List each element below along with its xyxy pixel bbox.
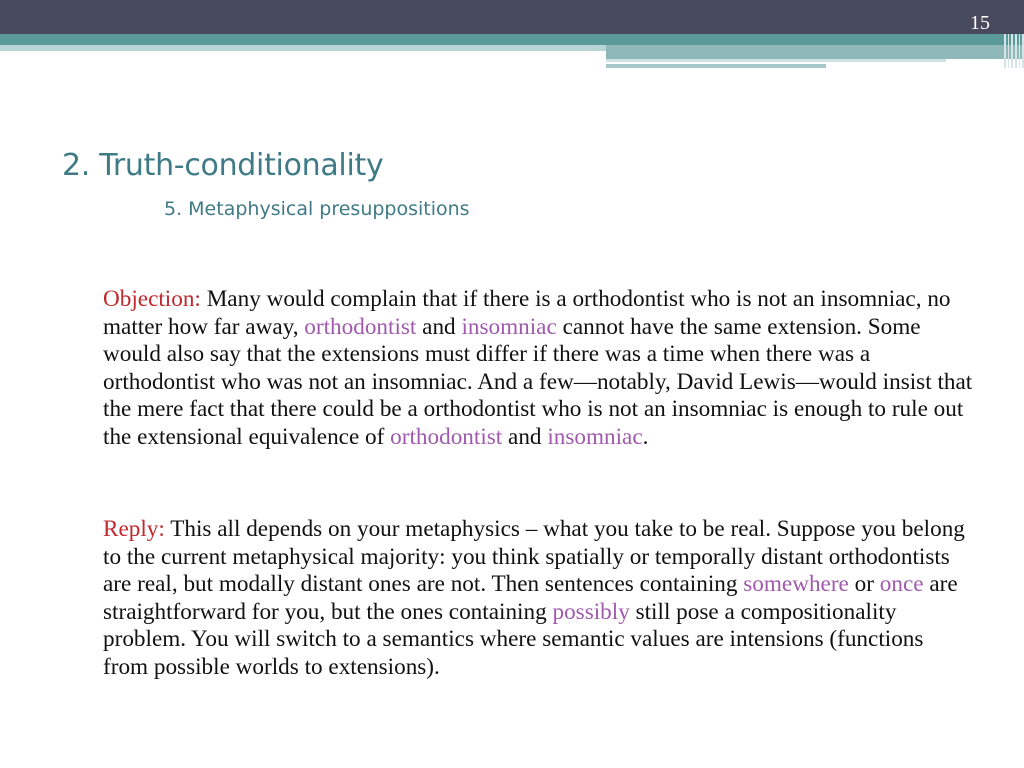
term-insomniac: insomniac xyxy=(547,423,643,450)
reply-label: Reply: xyxy=(103,516,165,542)
objection-text: and xyxy=(502,423,548,450)
term-orthodontist: orthodontist xyxy=(390,423,503,450)
objection-text: Many would complain that if there is a orthodontist who is not an insomniac, no matter how far away, xyxy=(103,286,951,340)
term-insomniac: insomniac xyxy=(461,313,557,340)
objection-label: Objection: xyxy=(103,286,201,312)
header-line xyxy=(606,64,826,68)
objection-text: cannot have the same extension. Some would also say that the extensions must differ if there was a time when there was a orthodontist who was not an insomniac. And a few—notably, David Lewis—would insist that the mere fact that there could be a orthodontist who is not an insomniac is enough to rule out the extensional equivalence of xyxy=(103,313,973,450)
reply-text: This all depends on your metaphysics – what you take to be real. Suppose you belong to the current metaphysical majority: you think spatially or temporally distant orthodontists are real, but modally distant ones are not. Then sentences containing xyxy=(103,516,965,598)
term-possibly: possibly xyxy=(552,598,630,625)
objection-paragraph xyxy=(103,286,973,452)
header-band-right xyxy=(606,45,1024,59)
term-somewhere: somewhere xyxy=(743,571,849,598)
reply-text: still pose a compositionality problem. You will switch to a semantics where semantic values are intensions (functions from possible worlds to extensions). xyxy=(103,598,924,680)
slide-title: 2. Truth-conditionality xyxy=(62,148,384,183)
header-stripes xyxy=(1004,34,1024,68)
header-line xyxy=(606,59,946,62)
term-orthodontist: orthodontist xyxy=(304,313,417,340)
term-once: once xyxy=(879,571,924,598)
header-band-light xyxy=(0,45,606,51)
slide-subtitle: 5. Metaphysical presuppositions xyxy=(164,198,470,220)
objection-text: and xyxy=(416,313,462,340)
slide-number: 15 xyxy=(970,12,990,34)
header-band-teal xyxy=(0,34,1024,45)
header-band-dark xyxy=(0,0,1024,34)
objection-text: . xyxy=(642,423,649,450)
reply-text: or xyxy=(848,571,880,598)
reply-paragraph xyxy=(103,516,973,682)
reply-text: are straightforward for you, but the ones containing xyxy=(103,571,958,625)
